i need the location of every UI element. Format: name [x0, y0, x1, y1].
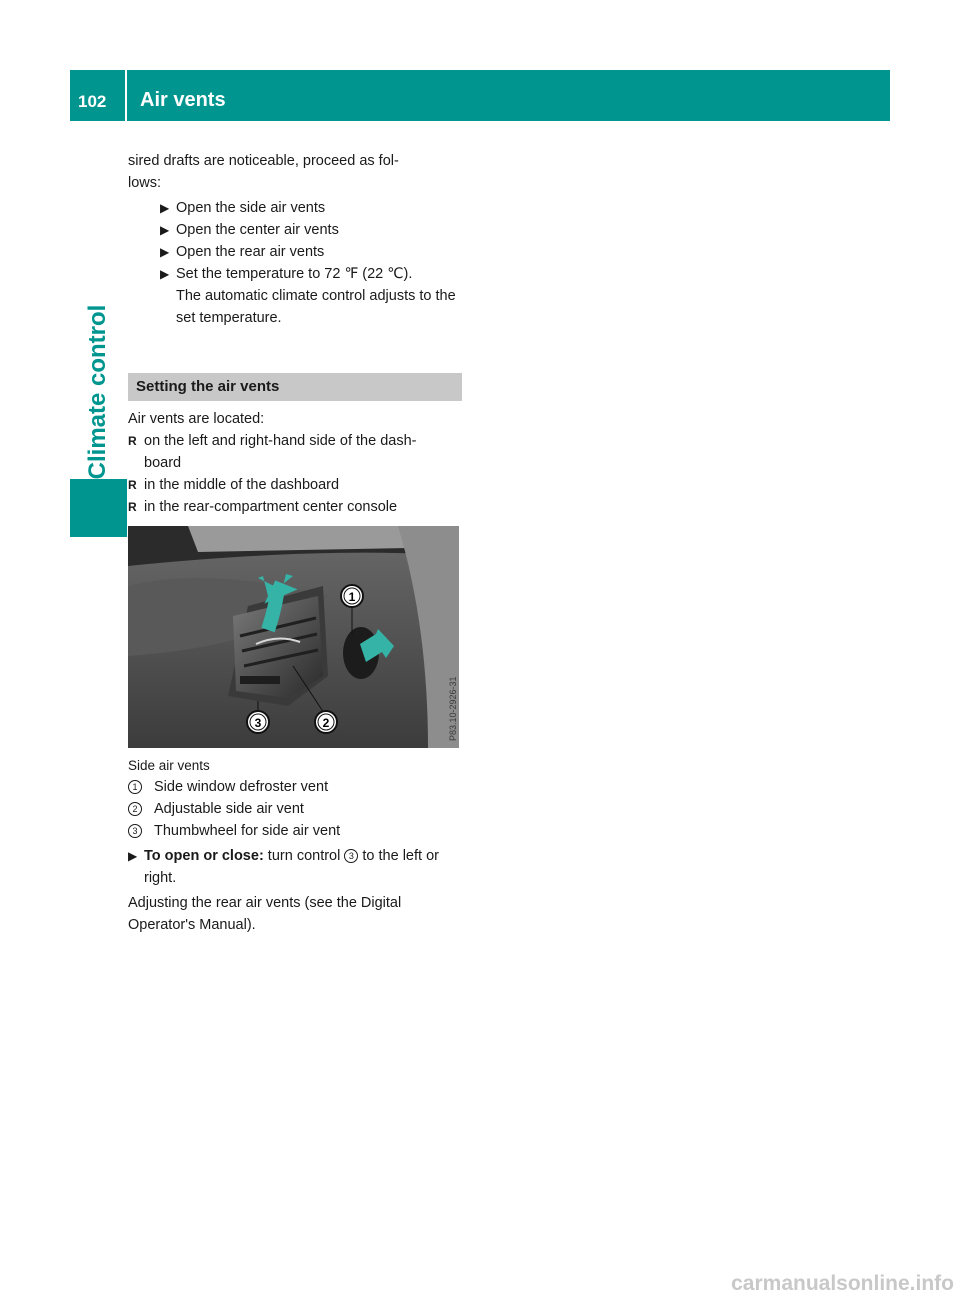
chapter-tab-marker [70, 479, 127, 537]
subsection-heading: Setting the air vents [128, 373, 462, 401]
side-air-vent-image [128, 526, 459, 748]
step-item: ▶ Open the rear air vents [160, 241, 460, 263]
step-result: The automatic climate control adjusts to the set temperature. [176, 288, 456, 326]
step-item: ▶ Open the center air vents [160, 219, 460, 241]
callout-1-icon [341, 585, 363, 607]
step-item: ▶ Set the temperature to 72 ℉ (22 ℃). The automatic climate control adjusts to the set temperature. [160, 263, 460, 329]
section-title: Air vents [140, 89, 226, 111]
step-item: ▶ Open the side air vents [160, 197, 460, 219]
arrow-right-icon: ▶ [128, 849, 138, 863]
callout-number: 3 [128, 824, 142, 838]
chapter-label: Climate control [84, 304, 111, 480]
header-divider [125, 70, 127, 121]
callout-number: 1 [128, 780, 142, 794]
svg-text:3: 3 [254, 716, 262, 730]
main-content [128, 150, 460, 936]
arrow-right-icon: ▶ [160, 201, 170, 215]
svg-text:2: 2 [322, 716, 330, 730]
instruction: ▶ To open or close: turn control 3 to the left or right. [128, 845, 460, 889]
watermark: carmanualsonline.info [731, 1272, 954, 1295]
arrow-right-icon: ▶ [160, 245, 170, 259]
list-item: R in the middle of the dashboard [128, 474, 460, 496]
bullet-icon: R [128, 434, 137, 448]
svg-text:1: 1 [348, 590, 356, 604]
legend-item: 3 Thumbwheel for side air vent [128, 820, 460, 842]
bullet-icon: R [128, 500, 137, 514]
list-item: R in the rear-compartment center console [128, 496, 460, 518]
callout-number: 2 [128, 802, 142, 816]
arrow-right-icon: ▶ [160, 267, 170, 281]
intro-text: sired drafts are noticeable, proceed as fol- lows: [128, 153, 399, 191]
legend-item: 2 Adjustable side air vent [128, 798, 460, 820]
callout-2-icon [315, 711, 337, 733]
figure-code: P83.10-2926-31 [448, 676, 458, 741]
figure-caption: Side air vents [128, 758, 210, 773]
list-item: R on the left and right-hand side of the dash- board [128, 430, 460, 474]
legend-item: 1 Side window defroster vent [128, 776, 460, 798]
locations-lead: Air vents are located: [128, 411, 265, 427]
arrow-right-icon: ▶ [160, 223, 170, 237]
page-number: 102 [78, 92, 107, 111]
bullet-icon: R [128, 478, 137, 492]
callout-number: 3 [344, 849, 358, 863]
note-text: Adjusting the rear air vents (see the Digital Operator's Manual). [128, 895, 402, 933]
callout-3-icon [247, 711, 269, 733]
